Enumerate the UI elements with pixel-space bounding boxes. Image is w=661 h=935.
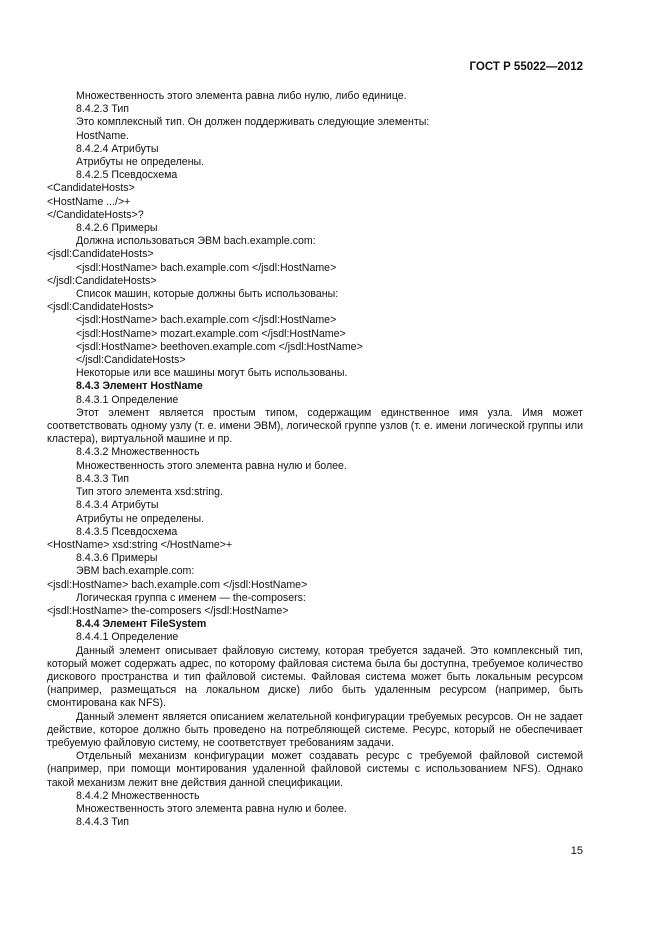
text-line: 8.4.3.6 Примеры: [76, 552, 158, 565]
text-line: <jsdl:HostName> mozart.example.com </jsdl:HostName>: [76, 327, 346, 340]
text-line: <HostName> xsd:string </HostName>+: [47, 538, 233, 551]
text-line: HostName.: [76, 129, 129, 142]
text-line: </CandidateHosts>?: [47, 208, 144, 221]
text-line: 8.4.3.4 Атрибуты: [76, 499, 159, 512]
text-line: 8.4.3.2 Множественность: [76, 446, 200, 459]
text-line: Тип этого элемента xsd:string.: [76, 486, 223, 499]
text-line: <jsdl:HostName> bach.example.com </jsdl:HostName>: [76, 314, 337, 327]
text-line: 8.4.4.2 Множественность: [76, 789, 200, 802]
text-line: Должна использоваться ЭВМ bach.example.com:: [76, 235, 316, 248]
text-line: <jsdl:HostName> bach.example.com </jsdl:HostName>: [76, 261, 337, 274]
text-line: <HostName .../>+: [47, 195, 131, 208]
text-line: <jsdl:HostName> bach.example.com </jsdl:HostName>: [47, 578, 308, 591]
text-line: Список машин, которые должны быть использованы:: [76, 288, 339, 301]
text-line: </jsdl:CandidateHosts>: [76, 354, 186, 367]
text-line: Некоторые или все машины могут быть использованы.: [76, 367, 348, 380]
text-line: </jsdl:CandidateHosts>: [47, 274, 157, 287]
text-line: 8.4.4.1 Определение: [76, 631, 179, 644]
document-body: [47, 90, 583, 829]
text-line: <jsdl:HostName> beethoven.example.com </jsdl:HostName>: [76, 340, 363, 353]
text-line: Логическая группа с именем — the-composers:: [76, 591, 306, 604]
text-line: 8.4.3.3 Тип: [76, 472, 129, 485]
text-line: ЭВМ bach.example.com:: [76, 565, 195, 578]
text-line: 8.4.2.6 Примеры: [76, 222, 158, 235]
paragraph: Данный элемент описывает файловую систему, которая требуется задачей. Это комплексный тип, который может содержать адрес, по которому файловая система была бы доступна, требуемое количество дискового пространства и тип файловой системы. Файловая система может быть локальным ресурсом (например, размещаться на локальном диске) либо быть удаленным ресурсом (например, быть смонтирована как NFS).: [47, 644, 583, 710]
text-line: Множественность этого элемента равна нулю и более.: [76, 459, 347, 472]
paragraph: Отдельный механизм конфигурации может создавать ресурс с требуемой файловой системой (например, при помощи монтирования удаленной файловой системы с использованием NFS). Однако такой механизм лежит вне действия данной спецификации.: [47, 750, 583, 789]
text-line: Множественность этого элемента равна либо нулю, либо единице.: [76, 90, 407, 102]
text-line: 8.4.4.3 Тип: [76, 816, 129, 829]
text-line: 8.4.2.3 Тип: [76, 103, 129, 116]
text-line: 8.4.2.5 Псевдосхема: [76, 169, 178, 182]
text-line: Множественность этого элемента равна нулю и более.: [76, 802, 347, 815]
paragraph: Этот элемент является простым типом, содержащим единственное имя узла. Имя может соответствовать одному узлу (т. е. имени ЭВМ), логической группе узлов (т. е. имени логической группы или кластера), виртуальной машине и пр.: [47, 406, 583, 446]
text-line: <jsdl:CandidateHosts>: [47, 301, 154, 314]
text-line: 8.4.3.1 Определение: [76, 393, 179, 406]
text-line: Это комплексный тип. Он должен поддерживать следующие элементы:: [76, 116, 430, 129]
standard-header: ГОСТ Р 55022—2012: [469, 61, 583, 73]
text-line: <jsdl:CandidateHosts>: [47, 248, 154, 261]
text-line: 8.4.2.4 Атрибуты: [76, 142, 159, 155]
page-number: 15: [570, 845, 583, 857]
section-heading: 8.4.4 Элемент FileSystem: [76, 618, 207, 631]
text-line: Атрибуты не определены.: [76, 156, 205, 169]
section-heading: 8.4.3 Элемент HostName: [76, 380, 203, 393]
text-line: <jsdl:HostName> the-composers </jsdl:HostName>: [47, 604, 289, 617]
paragraph: Данный элемент является описанием желательной конфигурации требуемых ресурсов. Он не задает действие, которое должно быть проведено на потребляющей системе. Ресурс, который не обеспечивает требуемую файловую систему, не соответствует требованиям задачи.: [47, 710, 583, 749]
text-line: 8.4.3.5 Псевдосхема: [76, 525, 178, 538]
text-line: <CandidateHosts>: [47, 182, 135, 195]
text-line: Атрибуты не определены.: [76, 512, 205, 525]
